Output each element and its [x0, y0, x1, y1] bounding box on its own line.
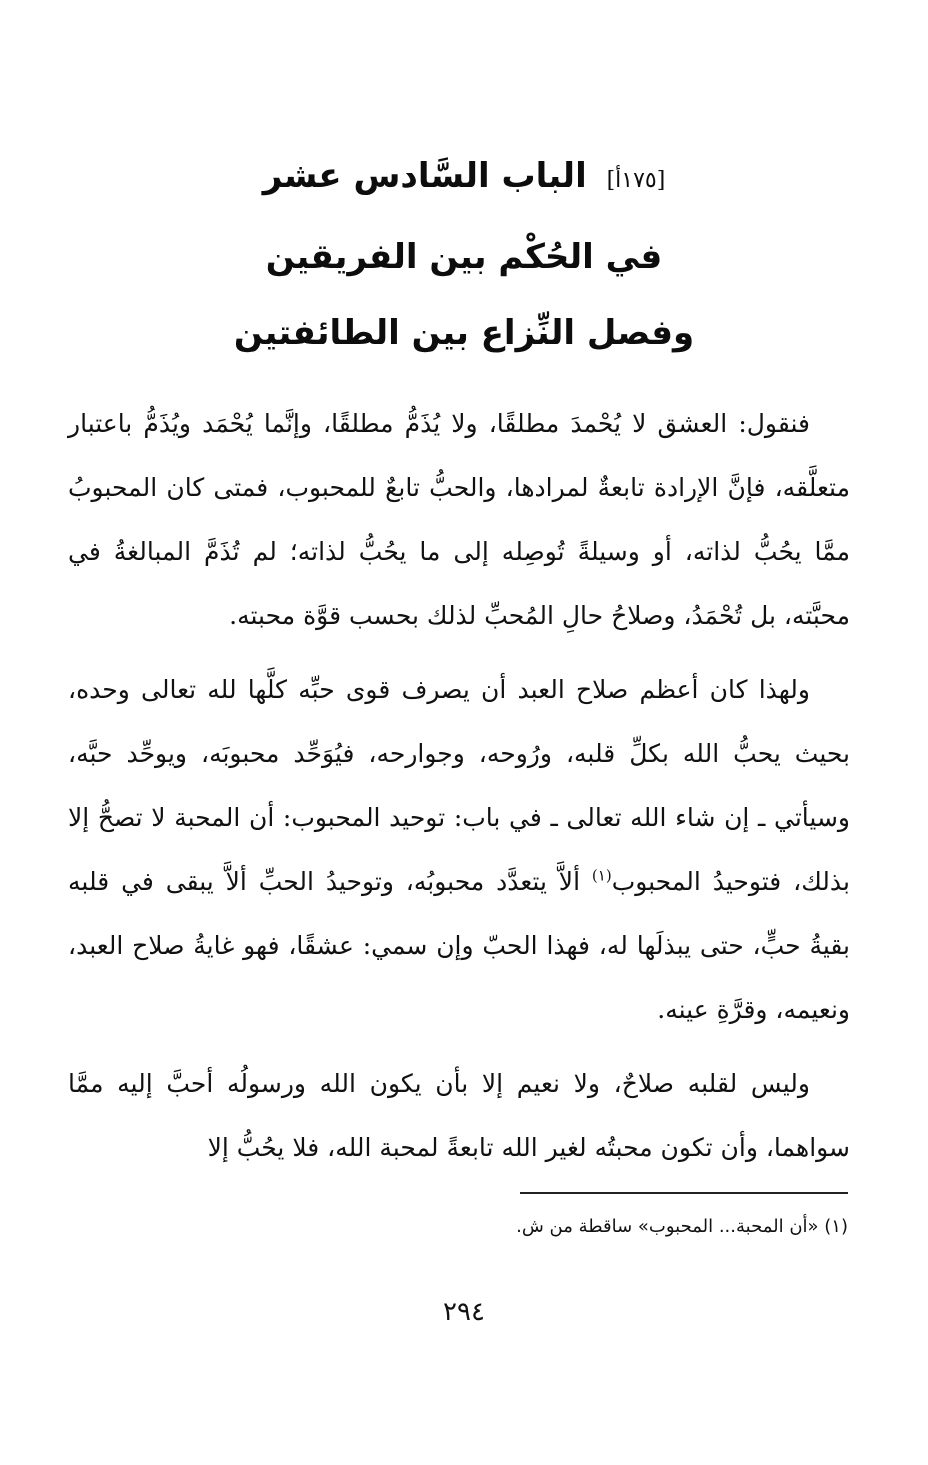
chapter-subtitle-2: وفصل النِّزاع بين الطائفتين [233, 313, 695, 353]
chapter-heading [60, 138, 868, 371]
paragraph-2-part-2: ألاَّ يتعدَّد محبوبُه، وتوحيدُ الحبِّ ألاَّ يبقى في قلبه بقيةُ حبٍّ، حتى يبذلَها له، فهذا الحبّ وإن سمي: عشقًا، فهو غايةُ صلاح العبد، ونعيمه، وقرَّةِ عينه. [68, 867, 851, 1024]
paragraph-2 [68, 658, 850, 1042]
chapter-title-line [60, 138, 868, 219]
page-number: ٢٩٤ [443, 1297, 485, 1327]
chapter-subtitle-1: في الحُكْم بين الفريقين [265, 237, 663, 277]
footnote: (١) «أن المحبة... المحبوب» ساقطة من ش. [516, 1216, 848, 1237]
paragraph-3: وليس لقلبه صلاحٌ، ولا نعيم إلا بأن يكون الله ورسولُه أحبَّ إليه ممَّا سواهما، وأن تكون محبتُه لغير الله تابعةً لمحبة الله، فلا يحُبُّ إلا [68, 1069, 850, 1162]
chapter-title: الباب السَّادس عشر [262, 156, 587, 196]
paragraph-1: فنقول: العشق لا يُحْمدَ مطلقًا، ولا يُذَمُّ مطلقًا، وإنَّما يُحْمَد ويُذَمُّ باعتبار متعلَّقه، فإنَّ الإرادة تابعةٌ لمرادها، والحبُّ تابعٌ للمحبوب، فمتى كان المحبوبُ ممَّا يحُبُّ لذاته، أو وسيلةً تُوصِله إلى ما يحُبُّ لذاته؛ لم تُذَمَّ المبالغةُ في محبَّته، بل تُحْمَدُ، وصلاحُ حالِ المُحبِّ لذلك بحسب قوَّة محبته. [68, 409, 850, 630]
folio-reference: [١٧٥أ] [606, 168, 666, 193]
footnote-marker: (١) [591, 866, 612, 885]
footnote-separator [520, 1192, 848, 1194]
paragraph-2-part-1: ولهذا كان أعظم صلاح العبد أن يصرف قوى حبِّه كلَّها لله تعالى وحده، بحيث يحبُّ الله بكلِّ قلبه، ورُوحه، وجوارحه، فيُوَحِّد محبوبَه، ويوحِّد حبَّه، وسيأتي ـ إن شاء الله تعالى ـ في باب: توحيد المحبوب: أن المحبة لا تصحُّ إلا بذلك، فتوحيدُ المحبوب [68, 675, 850, 896]
body-text [68, 392, 850, 1190]
